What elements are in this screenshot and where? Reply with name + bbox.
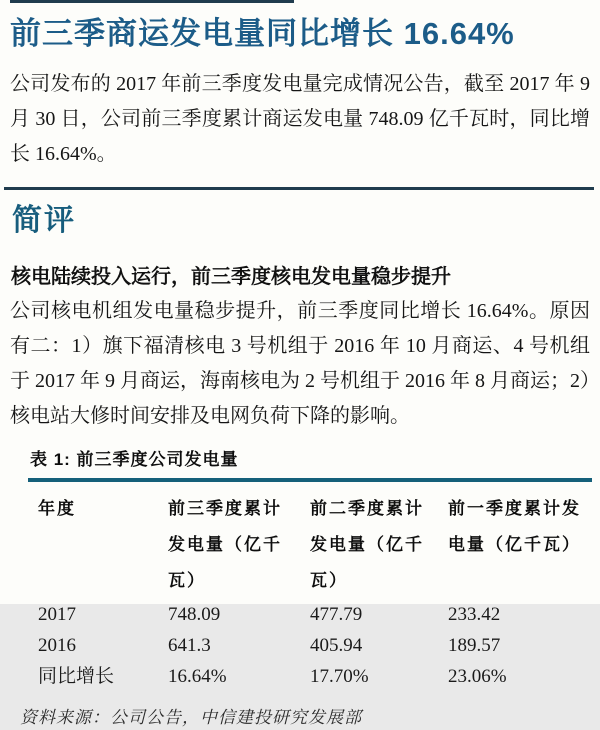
table-row [28, 599, 600, 630]
section-divider-rule [4, 187, 594, 190]
comment-body-paragraph: 公司核电机组发电量稳步提升，前三季度同比增长 16.64%。原因有二：1）旗下福清核电 3 号机组于 2016 年 10 月商运、4 号机组于 2017 年 9 月商运，海南核电为 2 号机组于 2016 年 8 月商运；2）核电站大修时间安排及电网负荷下降的影响。 [10, 300, 590, 427]
intro-paragraph: 公司发布的 2017 年前三季度发电量完成情况公告，截至 2017 年 9 月 30 日，公司前三季度累计商运发电量 748.09 亿千瓦时，同比增长 16.64%。 [10, 73, 590, 165]
table-row [28, 630, 600, 661]
top-partial-rule [10, 0, 294, 3]
cell-value: 477.79 [310, 604, 363, 625]
col-header-q1-cum: 前一季度累计发电量（亿千瓦） [448, 499, 581, 554]
source-note: 资料来源：公司公告，中信建投研究发展部 [20, 708, 362, 727]
col-header-q3-cum: 前三季度累计发电量（亿千瓦） [168, 499, 282, 590]
table-header-rule [28, 478, 592, 482]
generation-table [28, 491, 600, 692]
row-label: 同比增长 [38, 666, 115, 687]
table-header-row [28, 491, 600, 599]
table-row [28, 661, 600, 692]
comment-subheading: 核电陆续投入运行，前三季度核电发电量稳步提升 [11, 266, 451, 288]
cell-value: 233.42 [448, 604, 501, 625]
cell-value: 641.3 [168, 635, 211, 656]
cell-value: 16.64% [168, 666, 227, 687]
col-header-year: 年度 [38, 499, 76, 518]
col-header-q2-cum: 前二季度累计发电量（亿千瓦） [310, 499, 424, 590]
cell-value: 748.09 [168, 604, 221, 625]
cell-value: 23.06% [448, 666, 507, 687]
comment-section-heading: 简评 [12, 204, 76, 237]
row-label: 2016 [38, 635, 76, 656]
row-label: 2017 [38, 604, 76, 625]
headline: 前三季商运发电量同比增长 16.64% [10, 16, 515, 51]
table-caption: 表 1: 前三季度公司发电量 [30, 450, 239, 469]
cell-value: 405.94 [310, 635, 363, 656]
cell-value: 17.70% [310, 666, 369, 687]
cell-value: 189.57 [448, 635, 501, 656]
